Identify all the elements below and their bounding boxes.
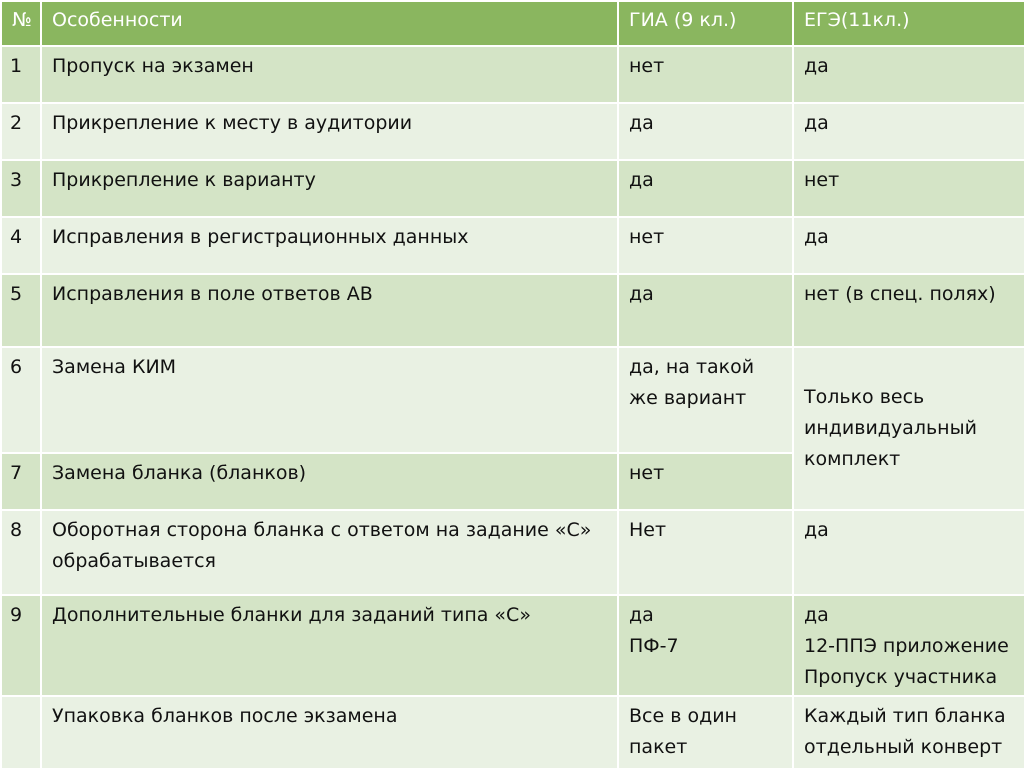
- row-num: 3: [1, 160, 41, 217]
- row-ege: да: [793, 46, 1024, 103]
- row-ege-merged: Только весь индивидуальный комплект: [793, 347, 1024, 510]
- row-gia: нет: [618, 46, 793, 103]
- row-num: 8: [1, 510, 41, 595]
- row-feature: Исправления в поле ответов АВ: [41, 274, 618, 347]
- table-row: [1, 347, 1024, 453]
- table-row: [1, 160, 1024, 217]
- row-num: 2: [1, 103, 41, 160]
- table-row: [1, 595, 1024, 696]
- row-num: 7: [1, 453, 41, 510]
- table-row: [1, 217, 1024, 274]
- row-gia: [618, 595, 793, 696]
- row-num: 9: [1, 595, 41, 696]
- row-num: 6: [1, 347, 41, 453]
- table-row: [1, 103, 1024, 160]
- ege-line: 12-ППЭ приложение: [804, 635, 1009, 657]
- row-ege: да: [793, 103, 1024, 160]
- ege-line: да: [804, 604, 829, 626]
- row-ege: Каждый тип бланка отдельный конверт: [793, 696, 1024, 768]
- row-num: [1, 696, 41, 768]
- row-gia: да: [618, 274, 793, 347]
- table-row: [1, 46, 1024, 103]
- row-num: 5: [1, 274, 41, 347]
- row-feature: Оборотная сторона бланка с ответом на задание «С» обрабатывается: [41, 510, 618, 595]
- row-gia: нет: [618, 453, 793, 510]
- row-num: 1: [1, 46, 41, 103]
- gia-line: ПФ-7: [629, 635, 679, 657]
- header-num: №: [1, 1, 41, 46]
- row-gia: да: [618, 160, 793, 217]
- header-ege: ЕГЭ(11кл.): [793, 1, 1024, 46]
- gia-line: да: [629, 604, 654, 626]
- row-gia: Нет: [618, 510, 793, 595]
- row-gia: Все в один пакет: [618, 696, 793, 768]
- row-ege: да: [793, 510, 1024, 595]
- row-feature: Пропуск на экзамен: [41, 46, 618, 103]
- row-feature: Дополнительные бланки для заданий типа «С»: [41, 595, 618, 696]
- ege-line: Пропуск участника: [804, 666, 998, 688]
- row-feature: Упаковка бланков после экзамена: [41, 696, 618, 768]
- header-gia: ГИА (9 кл.): [618, 1, 793, 46]
- row-ege: нет (в спец. полях): [793, 274, 1024, 347]
- row-gia: да: [618, 103, 793, 160]
- row-num: 4: [1, 217, 41, 274]
- row-feature: Прикрепление к варианту: [41, 160, 618, 217]
- table-row: [1, 696, 1024, 768]
- row-gia: да, на такой же вариант: [618, 347, 793, 453]
- row-feature: Замена бланка (бланков): [41, 453, 618, 510]
- table-row: [1, 274, 1024, 347]
- row-feature: Прикрепление к месту в аудитории: [41, 103, 618, 160]
- row-feature: Исправления в регистрационных данных: [41, 217, 618, 274]
- table-row: [1, 510, 1024, 595]
- row-gia: нет: [618, 217, 793, 274]
- row-ege: [793, 595, 1024, 696]
- row-ege: да: [793, 217, 1024, 274]
- row-feature: Замена КИМ: [41, 347, 618, 453]
- table-header-row: [1, 1, 1024, 46]
- header-feature: Особенности: [41, 1, 618, 46]
- row-ege: нет: [793, 160, 1024, 217]
